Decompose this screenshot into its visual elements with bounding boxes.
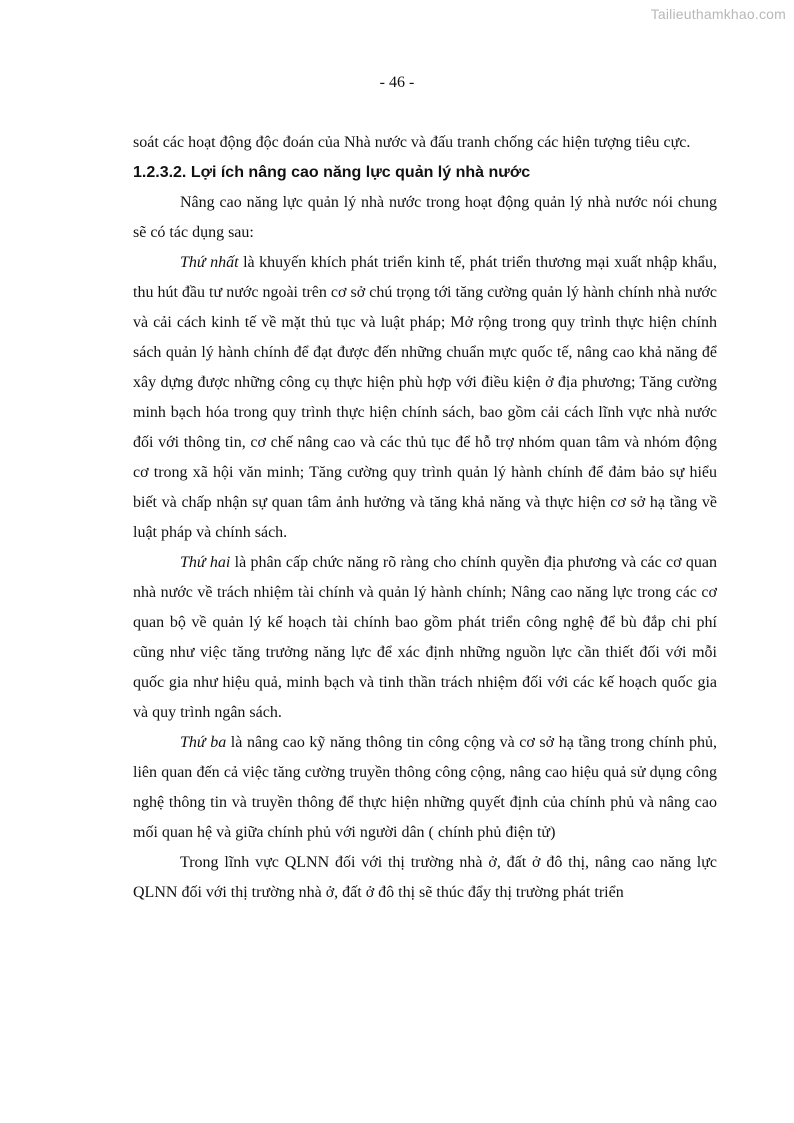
point-two-lead: Thứ hai bbox=[180, 554, 231, 571]
closing-paragraph: Trong lĩnh vực QLNN đối với thị trường nhà ở, đất ở đô thị, nâng cao năng lực QLNN đối với thị trường nhà ở, đất ở đô thị sẽ thúc đẩy thị trường phát triển bbox=[133, 854, 717, 901]
point-three-text: là nâng cao kỹ năng thông tin công cộng và cơ sở hạ tầng trong chính phủ, liên quan đến cả việc tăng cường truyền thông công cộng, nâng cao hiệu quả sử dụng công nghệ thông tin và truyền thông để thực hiện những quyết định của chính phủ và nâng cao mối quan hệ và giữa chính phủ với người dân ( chính phủ điện tử) bbox=[133, 734, 718, 841]
point-one-text: là khuyến khích phát triển kinh tế, phát triển thương mại xuất nhập khẩu, thu hút đầu tư nước ngoài trên cơ sở chú trọng tới tăng cường quản lý hành chính nhà nước và cải cách kinh tế về mặt thủ tục và luật pháp; Mở rộng trong quy trình thực hiện chính sách quản lý hành chính để đạt được đến những chuẩn mực quốc tế, nâng cao khả năng để xây dựng được những công cụ thực hiện phù hợp với điều kiện ở địa phương; Tăng cường minh bạch hóa trong quy trình thực hiện chính sách, bao gồm cải cách lĩnh vực nhà nước đối với thông tin, cơ chế nâng cao và các thủ tục để hỗ trợ nhóm quan tâm và nhóm động cơ trong xã hội văn minh; Tăng cường quy trình quản lý hành chính để đảm bảo sự hiểu biết và chấp nhận sự quan tâm ảnh hưởng và tăng khả năng và thực hiện cơ sở hạ tầng về luật pháp và chính sách. bbox=[133, 254, 717, 541]
intro-paragraph: Nâng cao năng lực quản lý nhà nước trong hoạt động quản lý nhà nước nói chung sẽ có tác dụng sau: bbox=[133, 194, 717, 241]
point-three-lead: Thứ ba bbox=[180, 734, 227, 751]
continuation-paragraph: soát các hoạt động độc đoán của Nhà nước và đấu tranh chống các hiện tượng tiêu cực. bbox=[133, 134, 691, 151]
section-heading: 1.2.3.2. Lợi ích nâng cao năng lực quản lý nhà nước bbox=[133, 164, 531, 181]
point-two-paragraph bbox=[133, 548, 717, 728]
page-number: - 46 - bbox=[379, 74, 415, 91]
document-body bbox=[133, 128, 717, 908]
point-three-paragraph bbox=[133, 728, 717, 848]
watermark: Tailieuthamkhao.com bbox=[650, 6, 786, 22]
point-one-paragraph bbox=[133, 248, 717, 548]
point-one-lead: Thứ nhất bbox=[180, 254, 239, 271]
point-two-text: là phân cấp chức năng rõ ràng cho chính quyền địa phương và các cơ quan nhà nước về trách nhiệm tài chính và quản lý hành chính; Nâng cao năng lực trong các cơ quan bộ về quản lý kế hoạch tài chính bao gồm phát triển công nghệ để bù đắp chi phí cũng như việc tăng trưởng năng lực để xác định những nguồn lực cần thiết đối với mỗi quốc gia như hiệu quả, minh bạch và tinh thần trách nhiệm đối với các kế hoạch quốc gia và quy trình ngân sách. bbox=[133, 554, 717, 721]
